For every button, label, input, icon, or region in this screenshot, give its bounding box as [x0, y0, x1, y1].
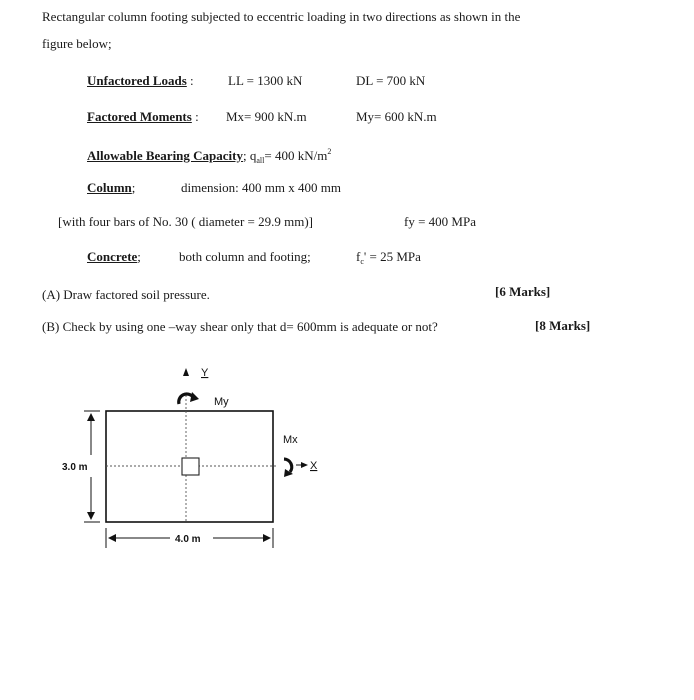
bearing-capacity-exponent: 2: [327, 147, 332, 156]
question-a-marks: [6 Marks]: [495, 284, 551, 299]
x-axis-label: X: [310, 460, 318, 472]
column-label: Column: [87, 180, 132, 195]
question-a: (A) Draw factored soil pressure.: [42, 287, 210, 302]
concrete-text: both column and footing;: [179, 249, 311, 264]
live-load-value: LL = 1300 kN: [228, 73, 303, 88]
bearing-capacity-sep: ;: [243, 148, 247, 163]
mx-label: Mx: [283, 434, 298, 446]
x-axis-arrow: [301, 462, 308, 468]
bearing-q-subscript: all: [256, 156, 265, 165]
bearing-capacity-value: = 400 kN/m: [264, 148, 328, 163]
column-square: [182, 458, 199, 475]
width-dimension-label: 4.0 m: [175, 534, 201, 545]
height-dimension-label: 3.0 m: [62, 462, 88, 473]
my-label: My: [214, 396, 229, 408]
unfactored-loads-sep: :: [190, 73, 194, 88]
question-b: (B) Check by using one –way shear only that d= 600mm is adequate or not?: [42, 319, 438, 334]
factored-moments-sep: :: [195, 109, 199, 124]
column-dimension: dimension: 400 mm x 400 mm: [181, 180, 341, 195]
column-bars: [with four bars of No. 30 ( diameter = 29.9 mm)]: [58, 214, 313, 229]
unfactored-loads-label: Unfactored Loads: [87, 73, 187, 88]
factored-moments-label: Factored Moments: [87, 109, 192, 124]
bearing-q-symbol: q: [249, 148, 257, 163]
concrete-fc-subscript: c: [360, 257, 364, 266]
column-sep: ;: [131, 180, 136, 195]
concrete-fc-value: ' = 25 MPa: [363, 249, 421, 264]
concrete-label: Concrete: [87, 249, 138, 264]
dead-load-value: DL = 700 kN: [356, 73, 426, 88]
intro-line-2: figure below;: [42, 36, 112, 51]
concrete-sep: ;: [137, 249, 141, 264]
moment-mx-value: Mx= 900 kN.m: [226, 109, 307, 124]
y-axis-label: Y: [201, 367, 209, 379]
steel-yield-strength: fy = 400 MPa: [404, 214, 476, 229]
my-moment-arrowhead: [190, 392, 199, 402]
intro-line-1: Rectangular column footing subjected to eccentric loading in two directions as shown in the: [42, 9, 521, 24]
bearing-capacity-label: Allowable Bearing Capacity: [87, 148, 243, 163]
y-axis-arrow: [183, 368, 189, 376]
moment-my-value: My= 600 kN.m: [356, 109, 437, 124]
concrete-fc-symbol: f: [356, 249, 361, 264]
question-b-marks: [8 Marks]: [535, 318, 591, 333]
